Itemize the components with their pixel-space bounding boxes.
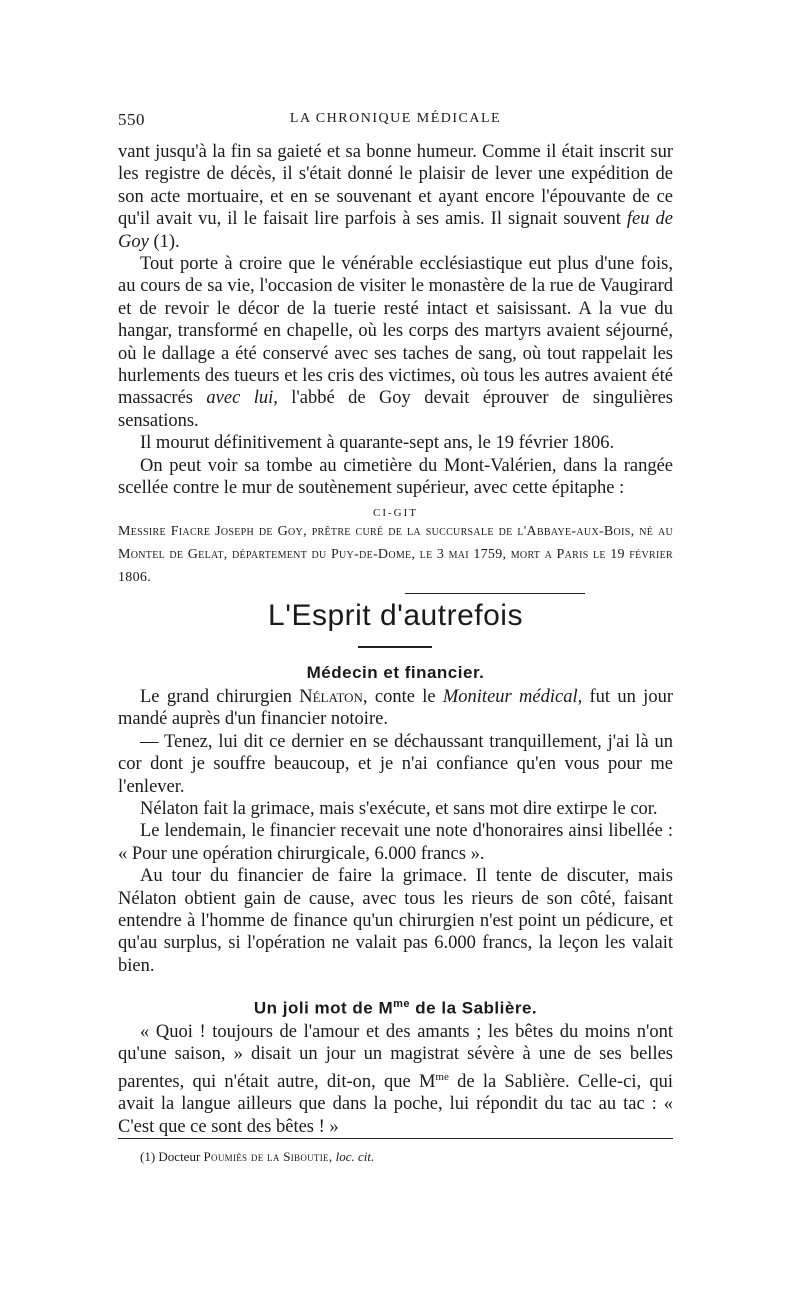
- page-number: 550: [118, 110, 145, 129]
- paragraph: « Quoi ! toujours de l'amour et des amants ; les bêtes du moins n'ont qu'une saison, » disait un jour un magistrat sévère à une de ses belles parentes, qui n'était autre, dit-on, que $M^{me}$ de la Sablière. Celle-ci, qui avait la langue ailleurs que dans la poche, lui répondit du tac au tac : « C'est que ce sont des bêtes ! »: [118, 1022, 673, 1137]
- paragraph: Le lendemain, le financier recevait une note d'honoraires ainsi libellée : « Pour une opération chirurgicale, 6.000 francs ».: [118, 821, 673, 864]
- divider: [358, 646, 432, 648]
- footnote-rule: [118, 1138, 673, 1139]
- story-heading: Médecin et financier.: [306, 663, 485, 682]
- paragraph: vant jusqu'à la fin sa gaieté et sa bonne humeur. Comme il était inscrit sur les registre de décès, il s'était donné le plaisir de lever une expédition de son acte mortuaire, et en se souvenant et ayant encore l'épouvante de ce qu'il avait vu, il le faisait lire parfois à ses amis. Il signait souvent feu de Goy (1).: [118, 142, 674, 252]
- paragraph: — Tenez, lui dit ce dernier en se déchaussant tranquillement, j'ai là un cor dont je souffre beaucoup, et je n'ai confiance qu'en vous pour me l'enlever.: [118, 731, 673, 797]
- story-text: [118, 1021, 673, 1138]
- footnote: (1) Docteur Poumiès de la Siboutie, loc. cit.: [140, 1149, 375, 1164]
- paragraph: Au tour du financier de faire la grimace. Il tente de discuter, mais Nélaton obtient gain de cause, avec tous les rieurs de son côté, faisant entendre à l'homme de finance qu'un chirurgien n'est point un pédicure, et qu'au surplus, si l'opération ne valait pas 6.000 francs, la leçon les valait bien.: [118, 866, 673, 976]
- story-text: [118, 686, 673, 977]
- epitaph-text: Messire Fiacre Joseph de Goy, prêtre curé de la succursale de l'Abbaye-aux-Bois, né au Montel de Gelat, département du Puy-de-Dome, le 3 mai 1759, mort a Paris le 19 février 1806.: [118, 524, 673, 585]
- paragraph: Il mourut définitivement à quarante-sept ans, le 19 février 1806.: [140, 433, 615, 454]
- intro-text: [118, 141, 673, 500]
- paragraph: Le grand chirurgien Nélaton, conte le Moniteur médical, fut un jour mandé auprès d'un financier notoire.: [118, 687, 673, 730]
- divider: [405, 593, 585, 594]
- paragraph: Nélaton fait la grimace, mais s'exécute, et sans mot dire extirpe le cor.: [140, 799, 658, 820]
- section-title: L'Esprit d'autrefois: [268, 599, 523, 632]
- epitaph-heading: CI-GIT: [373, 507, 418, 519]
- paragraph: Tout porte à croire que le vénérable ecclésiastique eut plus d'une fois, au cours de sa vie, l'occasion de visiter le monastère de la rue de Vaugirard et de revoir le décor de la tuerie resté intact et saisissant. A la vue du hangar, transformé en chapelle, où les corps des martyrs avaient séjourné, où le dallage a été conservé avec ses taches de sang, où tout rappelait les hurlements des tueurs et les cris des victimes, où tous les autres avaient été massacrés avec lui, l'abbé de Goy devait éprouver de singulières sensations.: [118, 254, 673, 431]
- running-head: LA CHRONIQUE MÉDICALE: [289, 111, 502, 126]
- page-header: [118, 110, 673, 132]
- paragraph: On peut voir sa tombe au cimetière du Mont-Valérien, dans la rangée scellée contre le mur de soutènement supérieur, avec cette épitaphe :: [118, 455, 673, 499]
- story-heading: Un joli mot de $M^{me}$ de la Sablière.: [253, 998, 538, 1018]
